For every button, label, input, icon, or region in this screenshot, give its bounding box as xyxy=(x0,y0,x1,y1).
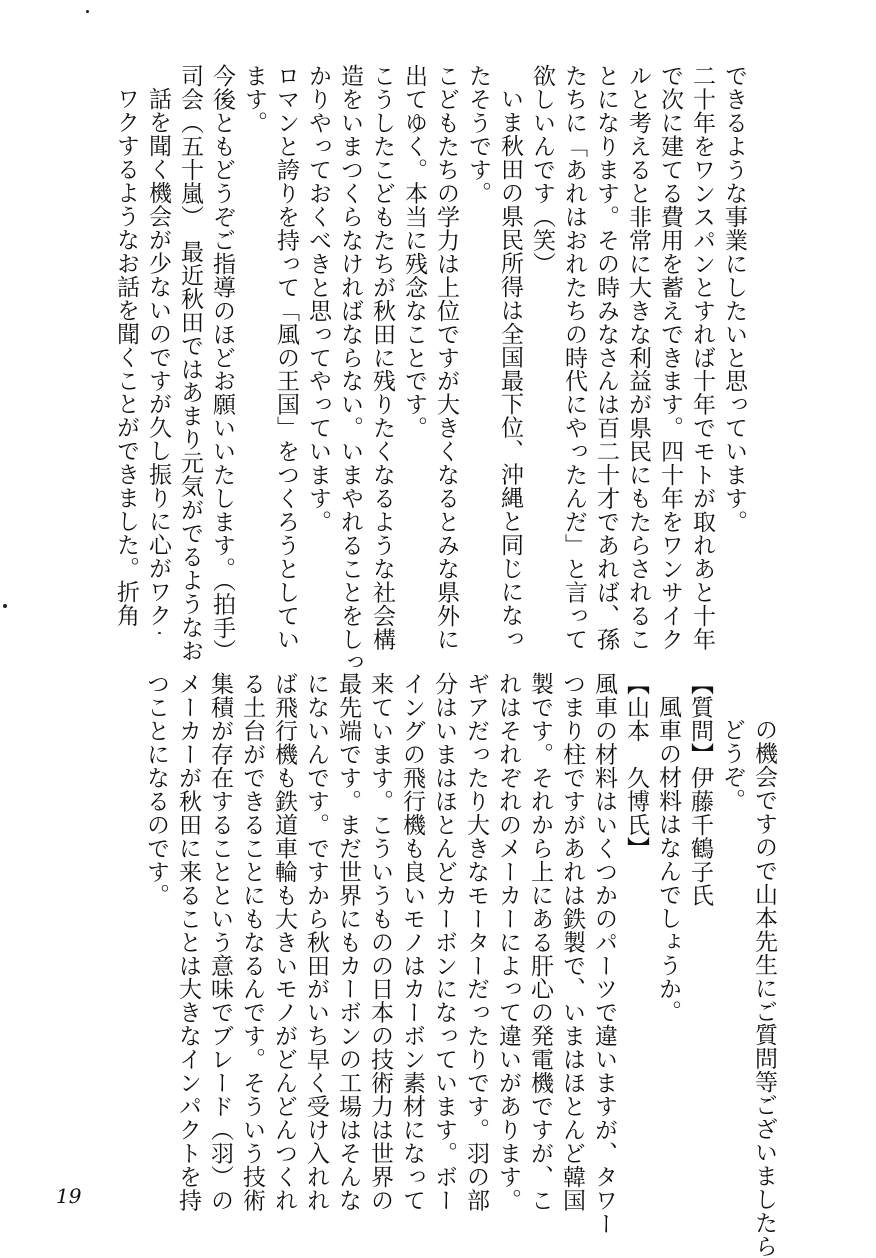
text-line: 風車の材料はいくつかのパーツで違いますが、タワー xyxy=(591,672,617,1236)
text-line: 二十年をワンスパンとすれば十年でモトが取れあと十年 xyxy=(689,64,715,651)
text-line: とになります。その時みなさんは百二十才であれば、孫 xyxy=(593,64,619,651)
text-line: ば飛行機も鉄道車輪も大きいモノがどんどんつくれ xyxy=(271,672,297,1212)
text-line: こどもたちの学力は上位ですが大きくなるとみな県外に xyxy=(433,64,459,651)
upper-text-block xyxy=(110,64,750,674)
text-line: どうぞ。 xyxy=(719,718,745,812)
text-line: こうしたこどもたちが秋田に残りたくなるような社会構 xyxy=(369,64,395,651)
text-line: たちに「あれはおれたちの時代にやったんだ」と言って xyxy=(561,64,587,651)
text-line: れはそれぞれのメーカーによって違いがあります。 xyxy=(495,672,521,1212)
text-line: つまり柱ですがあれは鉄製で、いまはほとんど韓国 xyxy=(559,672,585,1212)
speaker-label: 司会（五十嵐） xyxy=(177,64,203,229)
question-text: 風車の材料はなんでしょうか。 xyxy=(655,695,681,1024)
text-line: 造をいまつくらなければならない。いまやれることをしっ xyxy=(337,64,363,674)
text-line: かりやっておくべきと思ってやっています。 xyxy=(305,64,331,534)
lower-text-block xyxy=(140,672,780,1258)
question-label: 【質問】伊藤千鶴子氏 xyxy=(687,672,713,907)
text-line: 今後ともどうぞご指導のほどお願いいたします。（拍手） xyxy=(209,64,235,663)
page-number: 19 xyxy=(56,1184,82,1208)
text-line: ワクするようなお話を聞くことができました。折角 xyxy=(113,87,139,627)
text-line: 最先端です。まだ世界にもカーボンの工場はそんな xyxy=(335,672,361,1212)
text-line: ロマンと誇りを持って「風の王国」をつくろうとしてい xyxy=(273,64,299,651)
answer-label: 【山本 久博氏】 xyxy=(623,672,649,860)
scan-speck xyxy=(3,604,7,608)
text-line: 話を聞く機会が少ないのですが久し振りに心がワク xyxy=(145,87,171,627)
text-line: 来ています。こういうものの日本の技術力は世界の xyxy=(367,672,393,1212)
moderator-line xyxy=(174,64,206,674)
text-line: 製です。それから上にある肝心の発電機ですが、こ xyxy=(527,672,553,1212)
text-line: メーカーが秋田に来ることは大きなインパクトを持 xyxy=(175,672,201,1212)
text-line: ギアだったり大きなモーターだったりです。羽の部 xyxy=(463,672,489,1212)
scan-speck xyxy=(158,632,161,634)
text-line: にないんです。ですから秋田がいち早く受け入れれ xyxy=(303,672,329,1212)
text-line: で次に建てる費用を蓄えできます。四十年をワンサイク xyxy=(657,64,683,651)
text-line: つことになるのです。 xyxy=(143,672,169,907)
scan-speck xyxy=(86,10,89,13)
text-line: の機会ですので山本先生にご質問等ございましたら xyxy=(751,718,777,1258)
text-line: たそうです。 xyxy=(465,64,491,205)
text-line: 分はいまはほとんどカーボンになっています。ボー xyxy=(431,672,457,1212)
text-line: 出てゆく。本当に残念なことです。 xyxy=(401,64,427,440)
text-line: できるような事業にしたいと思っています。 xyxy=(721,64,747,534)
text-line: ます。 xyxy=(241,64,267,135)
text-line: ルと考えると非常に大きな利益が県民にもたらされるこ xyxy=(625,64,651,651)
text-line: イングの飛行機も良いモノはカーボン素材になって xyxy=(399,672,425,1212)
text-line: 欲しいんです（笑） xyxy=(529,64,555,276)
text-line: いま秋田の県民所得は全国最下位、沖縄と同じになっ xyxy=(497,87,523,651)
text-line: 集積が存在することという意味でブレード（羽）の xyxy=(207,672,233,1212)
text-line: る土台ができることにもなるんです。そういう技術 xyxy=(239,672,265,1212)
text-line: 最近秋田ではあまり元気がでるようなお xyxy=(177,239,203,663)
